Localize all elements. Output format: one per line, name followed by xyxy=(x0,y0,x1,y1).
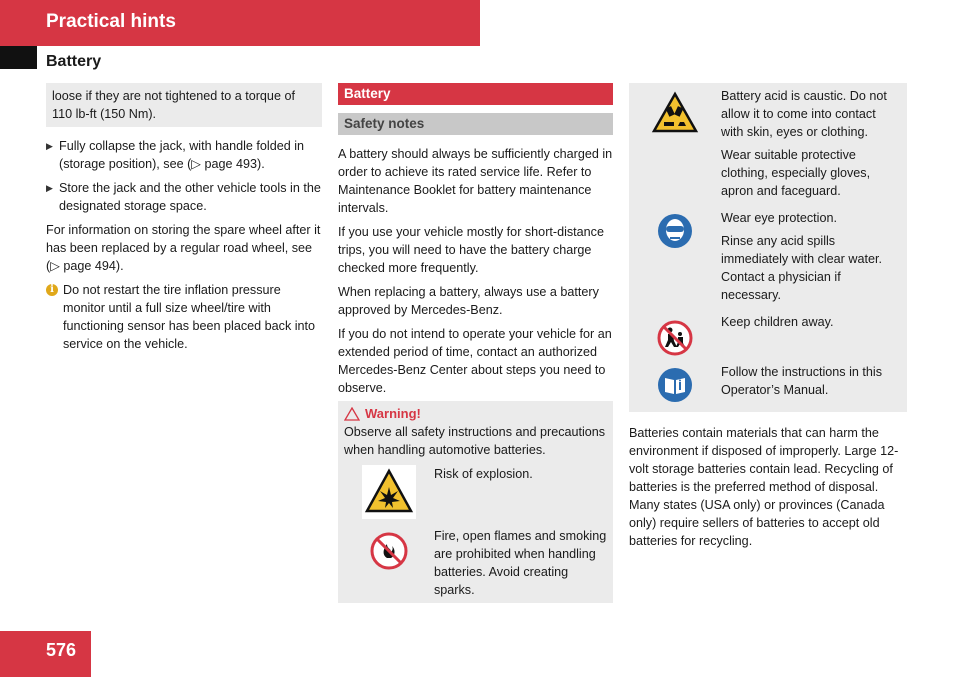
warning-box xyxy=(338,401,613,603)
symbol-text: Wear suitable protective clothing, especially gloves, apron and faceguard. xyxy=(721,148,871,198)
section-title: Battery xyxy=(46,53,102,70)
middle-column xyxy=(338,83,613,603)
warning-heading xyxy=(344,405,607,423)
symbol-box xyxy=(629,83,907,412)
subheading-safety-notes: Safety notes xyxy=(338,113,613,135)
symbol-row xyxy=(344,527,607,599)
paragraph: If you use your vehicle mostly for short-distance trips, you will need to have the battery charge checked more frequently. xyxy=(338,225,604,275)
warning-intro: Observe all safety instructions and precautions when handling automotive batteries. xyxy=(344,425,606,457)
left-column xyxy=(46,83,322,353)
symbol-text: Rinse any acid spills immediately with clear water. Contact a physician if necessary. xyxy=(721,234,882,302)
symbol-text: Keep children away. xyxy=(721,315,834,329)
page-number: 576 xyxy=(46,640,77,660)
symbol-row xyxy=(344,465,607,519)
bullet-text: Store the jack and the other vehicle tools in the designated storage space. xyxy=(59,181,321,213)
section-marker xyxy=(0,46,37,69)
symbol-text: Battery acid is caustic. Do not allow it to come into contact with skin, eyes or clothing. xyxy=(721,89,887,139)
right-column xyxy=(629,83,907,556)
paragraph: When replacing a battery, always use a battery approved by Mercedes-Benz. xyxy=(338,285,599,317)
heading-battery: Battery xyxy=(338,83,613,105)
explosion-hazard-icon xyxy=(362,465,416,519)
no-open-flame-icon xyxy=(369,531,409,571)
eye-protection-icon xyxy=(657,213,693,249)
symbol-row xyxy=(629,87,901,205)
arrow-bullet-icon: ▶ xyxy=(46,183,53,193)
paragraph: Batteries contain materials that can harm the environment if disposed of improperly. Large 12-volt storage batteries contain lead. Recycling of batteries is the preferred method of disposal. Many states (USA only) or provinces (Canada only) require sellers of batteries to accept old batteries for recycling. xyxy=(629,426,899,548)
paragraph: A battery should always be sufficiently charged in order to achieve its rated service life. Refer to Maintenance Booklet for battery maintenance intervals. xyxy=(338,147,613,215)
note-box: loose if they are not tightened to a torque of 110 lb-ft (150 Nm). xyxy=(46,83,322,127)
symbol-text: Follow the instructions in this Operator’s Manual. xyxy=(721,365,882,397)
symbol-row xyxy=(629,209,901,309)
list-item xyxy=(46,137,322,173)
list-item xyxy=(46,179,322,215)
info-note xyxy=(46,281,322,353)
paragraph: If you do not intend to operate your vehicle for an extended period of time, contact an authorized Mercedes-Benz Center about steps you need to observe. xyxy=(338,327,612,395)
keep-children-away-icon xyxy=(656,319,694,357)
chapter-title: Practical hints xyxy=(46,11,176,32)
bullet-text: Fully collapse the jack, with handle folded in (storage position), see (▷ page 493). xyxy=(59,139,305,171)
symbol-row xyxy=(629,313,901,357)
arrow-bullet-icon: ▶ xyxy=(46,141,53,151)
warning-triangle-icon xyxy=(344,407,360,421)
info-icon: i xyxy=(46,284,58,296)
symbol-row xyxy=(629,363,901,404)
corrosive-acid-icon xyxy=(651,91,699,135)
read-manual-icon xyxy=(657,367,693,403)
info-note-text: Do not restart the tire inflation pressure monitor until a full size wheel/tire with functioning sensor has been placed back into service on the vehicle. xyxy=(63,283,316,351)
warning-title: Warning! xyxy=(365,406,421,421)
symbol-text: Wear eye protection. xyxy=(721,211,837,225)
symbol-text: Fire, open flames and smoking are prohibited when handling batteries. Avoid creating sparks. xyxy=(434,529,607,597)
paragraph: For information on storing the spare wheel after it has been replaced by a regular road wheel, see (▷ page 494). xyxy=(46,223,321,273)
symbol-text: Risk of explosion. xyxy=(434,467,533,481)
